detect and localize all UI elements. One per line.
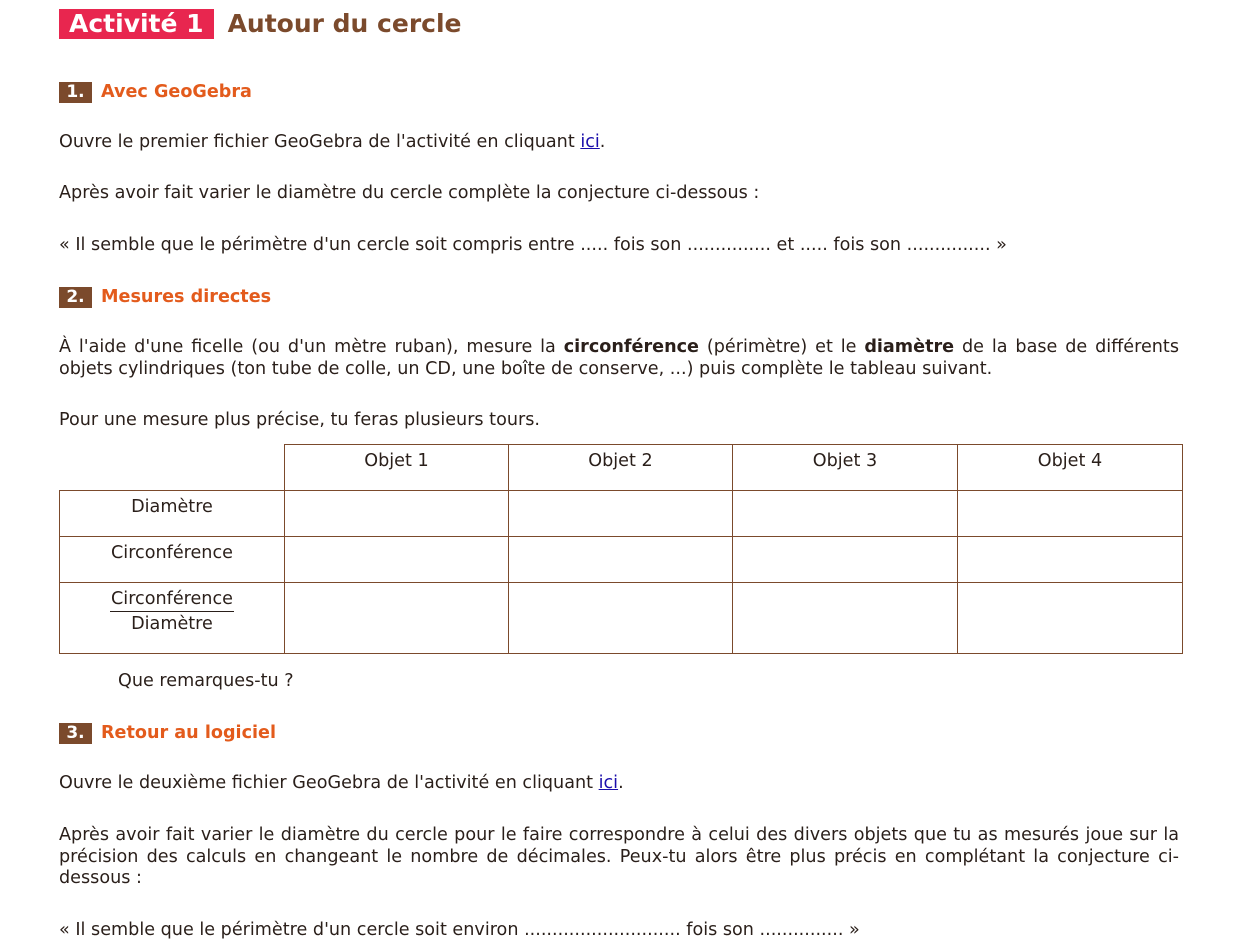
row-label-diametre: Diamètre — [60, 491, 285, 537]
column-header-objet-4: Objet 4 — [958, 445, 1183, 491]
answer-cell-diametre-4[interactable] — [958, 491, 1183, 537]
activity-badge: Activité 1 — [59, 9, 214, 39]
table-corner-cell — [60, 445, 285, 491]
ratio-fraction — [110, 588, 234, 636]
table-row-diametre — [60, 491, 1183, 537]
column-header-objet-2: Objet 2 — [509, 445, 733, 491]
column-header-objet-3: Objet 3 — [733, 445, 958, 491]
answer-cell-diametre-1[interactable] — [285, 491, 509, 537]
ratio-denominator: Diamètre — [131, 614, 213, 634]
section-2-title: Mesures directes — [101, 287, 272, 307]
section-3-heading — [59, 722, 276, 744]
instruction-part-c: (périmètre) et le — [698, 337, 865, 357]
keyword-diametre: diamètre — [864, 337, 955, 357]
section-1-instruction-end: . — [599, 132, 606, 152]
section-1-conjecture: « Il semble que le périmètre d'un cercle soit compris entre ..... fois son ............... et ..... fois son ............... » — [59, 235, 1007, 255]
section-1-number: 1. — [59, 82, 92, 103]
section-1-title: Avec GeoGebra — [101, 82, 252, 102]
row-label-ratio — [60, 583, 285, 654]
section-1-instruction — [59, 132, 1179, 154]
geogebra-file-1-link[interactable]: ici — [580, 132, 600, 152]
answer-cell-ratio-1[interactable] — [285, 583, 509, 654]
table-row-circonference — [60, 537, 1183, 583]
section-1-heading — [59, 81, 252, 103]
answer-cell-diametre-3[interactable] — [733, 491, 958, 537]
section-3-instruction — [59, 773, 1179, 795]
answer-cell-circonference-2[interactable] — [509, 537, 733, 583]
answer-cell-ratio-3[interactable] — [733, 583, 958, 654]
answer-cell-circonference-4[interactable] — [958, 537, 1183, 583]
ratio-numerator: Circonférence — [110, 588, 234, 612]
column-header-objet-1: Objet 1 — [285, 445, 509, 491]
row-label-circonference: Circonférence — [60, 537, 285, 583]
section-3-number: 3. — [59, 723, 92, 744]
answer-cell-ratio-2[interactable] — [509, 583, 733, 654]
activity-title: Autour du cercle — [227, 9, 462, 38]
section-2-tip: Pour une mesure plus précise, tu feras plusieurs tours. — [59, 410, 540, 430]
geogebra-file-2-link[interactable]: ici — [598, 773, 619, 793]
answer-cell-ratio-4[interactable] — [958, 583, 1183, 654]
section-2-instruction — [59, 337, 1179, 380]
section-3-instruction-text: Ouvre le deuxième fichier GeoGebra de l'activité en cliquant — [59, 773, 599, 793]
section-3-instruction-end: . — [618, 773, 624, 793]
table-header-row — [60, 445, 1183, 491]
answer-cell-diametre-2[interactable] — [509, 491, 733, 537]
section-3-title: Retour au logiciel — [101, 723, 276, 743]
measurement-table — [59, 444, 1183, 654]
section-1-conjecture-intro: Après avoir fait varier le diamètre du cercle complète la conjecture ci-dessous : — [59, 183, 760, 203]
section-3-conjecture: « Il semble que le périmètre d'un cercle soit environ ............................ fois son ............... » — [59, 920, 860, 940]
section-3-paragraph: Après avoir fait varier le diamètre du cercle pour le faire correspondre à celui des divers objets que tu as mesurés joue sur la précision des calculs en changeant le nombre de décimales. Peux-tu alors être plus précis en complétant la conjecture ci-dessous : — [59, 825, 1179, 888]
answer-cell-circonference-1[interactable] — [285, 537, 509, 583]
section-2-number: 2. — [59, 287, 92, 308]
instruction-part-e: de la base de différents objets cylindriques (ton tube de colle, un CD, une boîte de conserve, ...) puis complète le tableau suivant. — [59, 337, 1179, 379]
instruction-part-a: À l'aide d'une ficelle (ou d'un mètre ruban), mesure la — [59, 337, 564, 357]
keyword-circonference: circonférence — [563, 337, 699, 357]
section-2-question: Que remarques-tu ? — [118, 671, 294, 691]
activity-header — [59, 9, 462, 39]
answer-cell-circonference-3[interactable] — [733, 537, 958, 583]
section-1-instruction-text: Ouvre le premier fichier GeoGebra de l'activité en cliquant — [59, 132, 581, 152]
table-row-ratio — [60, 583, 1183, 654]
section-2-heading — [59, 286, 271, 308]
